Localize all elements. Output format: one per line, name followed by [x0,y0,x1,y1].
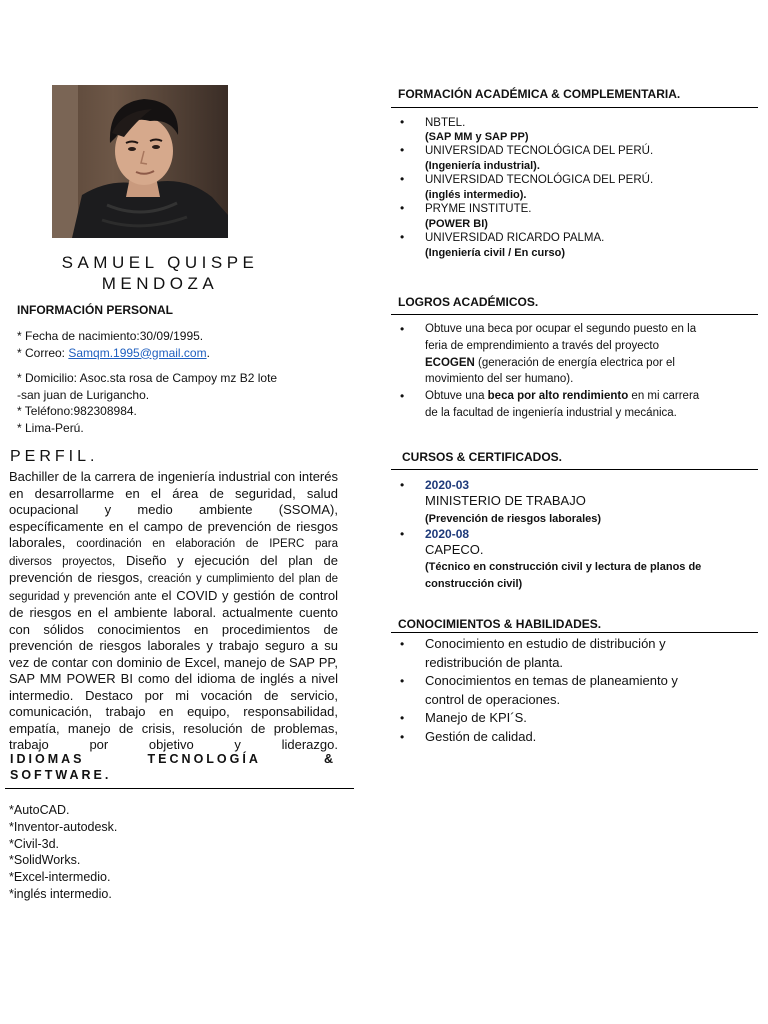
achievement-item [398,388,708,422]
profile-paragraph-4: creación y cumplimiento del plan de seguridad y prevención ante [9,573,338,603]
course-detail: (Técnico en construcción civil y lectura de planos de construcción civil) [425,561,702,590]
achievement-text: (generación de energía electrica por el movimiento del ser humano). [425,356,675,386]
skills-heading-idiomas: IDIOMAS [10,752,85,766]
education-detail: (POWER BI) [425,218,488,230]
profile-paragraph-1: Bachiller de la carrera de ingeniería industrial con interés en desarrollarme en el área de seguridad, salud ocupacional y medio ambiente (SSOMA), específicamente en el campo de prevención de riesgos laborales, [9,469,338,550]
personal-info-heading: INFORMACIÓN PERSONAL [17,303,173,317]
knowledge-item: • Manejo de KPI´S. [398,709,688,728]
knowledge-divider [391,632,758,633]
education-institution: • UNIVERSIDAD RICARDO PALMA. [425,232,605,244]
education-list [398,115,748,259]
birth-date: * Fecha de nacimiento:30/09/1995. [17,329,204,343]
education-detail: (inglés intermedio). [425,189,527,201]
skill-item: *Inventor-autodesk. [9,819,118,834]
name-second-line: MENDOZA [101,274,219,293]
achievements-list [398,321,708,422]
education-institution: • PRYME INSTITUTE. [425,203,532,215]
skills-heading-software: SOFTWARE. [10,768,112,782]
course-organization: MINISTERIO DE TRABAJO [425,493,586,508]
course-date: • 2020-03 [425,478,470,492]
education-detail: (Ingeniería civil / En curso) [425,247,565,259]
city: * Lima-Perú. [17,420,84,435]
name-first-line: SAMUEL QUISPE [61,253,259,272]
education-institution: • UNIVERSIDAD TECNOLÓGICA DEL PERÚ. [425,145,654,157]
achievement-bold: ECOGEN [425,356,475,369]
achievements-divider [391,314,758,315]
education-item [398,143,748,172]
course-organization: CAPECO. [425,541,484,557]
course-date: • 2020-08 [425,526,470,541]
profile-heading: PERFIL. [10,448,99,465]
achievement-text: Obtuve una beca por ocupar el segundo puesto en la feria de emprendimiento a través del proyecto [425,323,697,352]
achievements-heading: LOGROS ACADÉMICOS. [398,295,539,309]
profile-photo [52,85,228,238]
knowledge-item: • Conocimiento en estudio de distribución y redistribución de planta. [398,635,688,672]
skill-item: *SolidWorks. [9,853,81,868]
education-detail: (SAP MM y SAP PP) [425,131,529,143]
skills-divider [5,788,354,789]
skill-item: *AutoCAD. [9,803,70,817]
skill-item: *Civil-3d. [9,836,60,851]
course-detail: (Prevención de riesgos laborales) [425,512,602,525]
course-item [398,478,718,527]
phone: * Teléfono:982308984. [17,404,137,418]
knowledge-list [398,635,688,746]
education-item [398,172,748,201]
address-line-2: -san juan de Lurigancho. [17,387,150,402]
skills-heading [10,751,336,783]
skill-item: *inglés intermedio. [9,886,112,901]
course-item [398,527,718,594]
education-detail: (Ingeniería industrial). [425,160,540,172]
profile-photo-illustration [52,85,228,238]
knowledge-heading: CONOCIMIENTOS & HABILIDADES. [398,617,602,631]
courses-list [398,478,718,593]
education-item [398,201,748,230]
education-item [398,115,748,143]
courses-heading: CURSOS & CERTIFICADOS. [402,450,563,464]
profile-paragraph-5: el COVID y gestión de control de riesgos en el ambiente laboral. actualmente cuento con sólidos conocimientos en procedimientos de prevención de riesgos laborales y trabajo seguro a su vez de contar con dominio de Excel, manejo de SAP PP, SAP MM POWER BI como del idioma de inglés a nivel intermedio. Destaco por mi vocación de servicio, comunicación, trabajo en equipo, responsabilidad, empatía, manejo de crisis, resolución de problemas, trabajo por objetivo y liderazgo. [9,587,338,752]
profile-paragraph-2: coordinación en elaboración de IPERC para diversos proyectos, [9,538,338,568]
profile-text [9,469,338,754]
email-label: * Correo: [17,345,69,360]
achievement-text: Obtuve una [425,390,488,403]
profile-paragraph-3: Diseño y ejecución del plan de prevención de riesgos, [9,552,338,585]
education-item [398,230,748,259]
education-institution: • UNIVERSIDAD TECNOLÓGICA DEL PERÚ. [425,174,654,186]
address-line-1: * Domicilio: Asoc.sta rosa de Campoy mz B2 lote [17,371,278,385]
education-institution: • NBTEL. [425,117,466,129]
skills-heading-tecnologia: TECNOLOGÍA [147,752,261,766]
skill-item: *Excel-intermedio. [9,870,111,885]
knowledge-item: • Gestión de calidad. [398,728,688,747]
achievement-item [398,321,708,388]
skills-list [9,802,117,903]
personal-info-block [17,328,277,436]
skills-heading-amp: & [323,752,336,766]
education-heading: FORMACIÓN ACADÉMICA & COMPLEMENTARIA. [398,87,681,101]
email-link[interactable]: Samqm.1995@gmail.com [68,345,207,360]
education-divider [391,107,758,108]
achievement-bold: beca por alto rendimiento [487,390,629,403]
email-line [17,345,277,362]
achievement-text: en mi carrera de la facultad de ingeniería industrial y mecánica. [425,390,700,419]
courses-divider [391,469,758,470]
email-end: . [206,345,210,360]
knowledge-item: • Conocimientos en temas de planeamiento y control de operaciones. [398,672,688,709]
